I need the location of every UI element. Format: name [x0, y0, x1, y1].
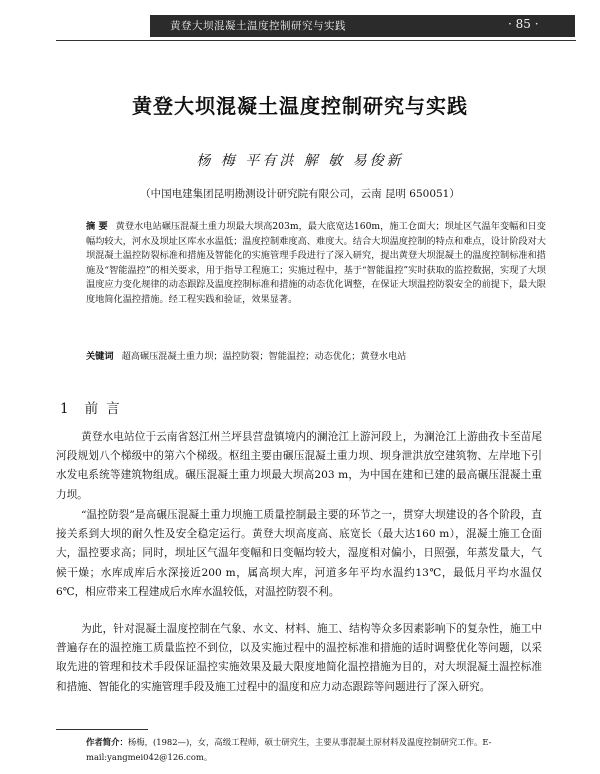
abstract-label: 摘 要	[86, 221, 108, 232]
keywords-label: 关键词	[86, 351, 114, 362]
page-number: · 85 ·	[508, 17, 539, 31]
paragraph	[56, 428, 542, 505]
paragraph-text: 为此，针对混凝土温度控制在气象、水文、材料、施工、结构等众多因素影响下的复杂性，施工中普遍存在的温控施工质量监控不到位，以及实施过程中的温控标准和措施的适时调整优化等问题，以采取先进的管理和技术手段保证温控实施效果及最大限度地简化温控措施为目的，对大坝混凝土温控标准和措施、智能化的实施管理手段及施工过程中的温度和应力动态跟踪等问题进行了深入研究。	[56, 623, 542, 693]
section-number: 1	[60, 401, 69, 417]
affiliation: （中国电建集团昆明勘测设计研究院有限公司，云南 昆明 650051）	[140, 188, 460, 200]
paragraph-text: “温控防裂”是高碾压混凝土重力坝施工质量控制最主要的环节之一，贯穿大坝建设的各个阶段，直接关系到大坝的耐久性及安全稳定运行。黄登大坝高度高、底宽长（最大达160 m），混凝土施工仓面大，温控要求高；同时，坝址区气温年变幅和日变幅均较大，湿度相对偏小，日照强，年蒸发量大，气候干燥；水库成库后水深接近200 m，属高坝大库，河道多年平均水温约13℃，最低月平均水温仅6℃，相应带来工程建成后水库水温较低，对温控防裂不利。	[56, 509, 542, 598]
footnote	[86, 735, 566, 765]
authors: 杨 梅 平有洪 解 敏 易俊新	[196, 153, 404, 169]
paper-title: 黄登大坝混凝土温度控制研究与实践	[132, 94, 468, 118]
footnote-text: 杨梅，(1982—)，女，高级工程师，硕士研究生，主要从事混凝土原材料及温度控制研究工作。E-mail:yangmei042@126.com。	[86, 737, 492, 762]
keywords-text: 超高碾压混凝土重力坝；温控防裂；智能温控；动态优化；黄登水电站	[121, 351, 407, 362]
abstract-text: 黄登水电站碾压混凝土重力坝最大坝高203m，最大底宽达160m，施工仓面大；坝址区气温年变幅和日变幅均较大，河水及坝址区库水水温低；温度控制难度高、难度大。结合大坝温度控制的特点和难点，设计阶段对大坝混凝土温控防裂标准和措施及智能化的实施管理手段进行了深入研究，提出黄登大坝混凝土的温度控制标准和措施及“智能温控”的相关要求，用于指导工程施工；实施过程中，基于“智能温控”实时获取的监控数据，实现了大坝温度应力变化规律的动态跟踪及温度控制标准和措施的动态优化调整，在保证大坝温控防裂安全的前提下，最大限度地简化温控措施。经工程实践和验证，效果显著。	[86, 221, 546, 305]
paragraph	[56, 620, 542, 697]
running-title: 黄登大坝混凝土温度控制研究与实践	[170, 20, 346, 32]
paragraph-text: 黄登水电站位于云南省怒江州兰坪县营盘镇境内的澜沧江上游河段上，为澜沧江上游曲孜卡至苗尾河段规划八个梯级中的第六个梯级。枢纽主要由碾压混凝土重力坝、坝身泄洪放空建筑物、左岸地下引水发电系统等建筑物组成。碾压混凝土重力坝最大坝高203 m，为中国在建和已建的最高碾压混凝土重力坝。	[56, 431, 542, 501]
section-title: 前言	[84, 401, 128, 417]
paragraph	[56, 506, 542, 602]
keywords	[86, 350, 546, 364]
footnote-label: 作者简介：	[86, 737, 128, 747]
footnote-rule	[56, 729, 148, 730]
section-heading	[60, 397, 128, 417]
header-rule	[56, 40, 576, 41]
abstract	[86, 220, 546, 308]
